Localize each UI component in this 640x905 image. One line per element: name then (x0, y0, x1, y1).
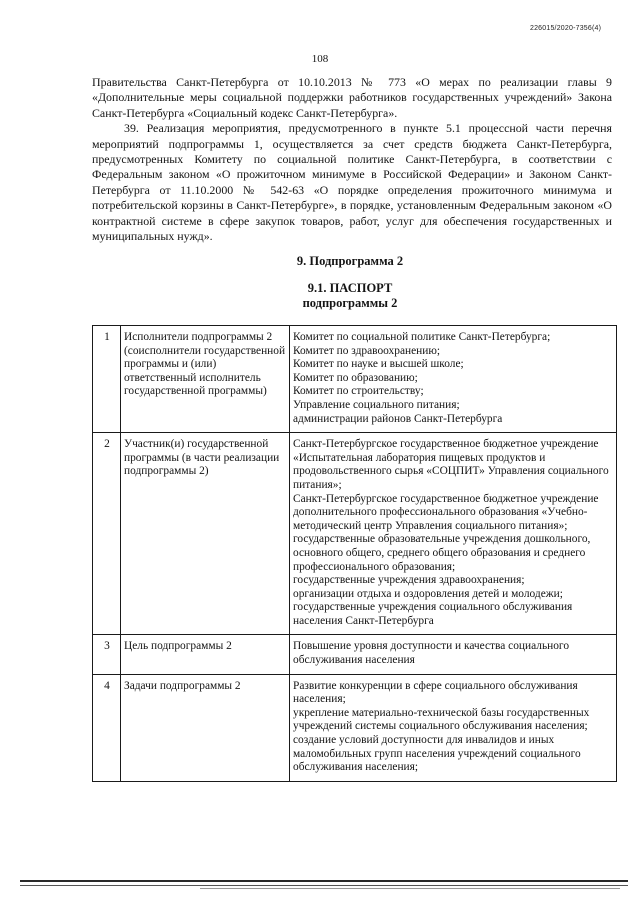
row-value (290, 674, 617, 781)
passport-heading: 9.1. ПАСПОРТ (307, 281, 393, 295)
table-row (93, 433, 617, 635)
row-number: 1 (93, 326, 121, 433)
footer-rule (20, 880, 628, 882)
row-value (290, 433, 617, 635)
paragraph-39: 39. Реализация мероприятия, предусмотренного в пункте 5.1 процессной части перечня мероприятий подпрограммы 1, осуществляется за счет средств бюджета Санкт-Петербурга, предусмотренных Комитету по социальной политике Санкт-Петербурга, в соответствии с Федеральным законом «О прожиточном минимуме в Российской Федерации» и Законом Санкт-Петербурга от 11.10.2000 № 542-63 «О порядке определения прожиточного минимума и потребительской корзины в Санкт-Петербурге», в порядке, установленным Федеральным законом «О контрактной системе в сфере закупок товаров, работ, услуг для обеспечения государственных и муниципальных нужд». (92, 121, 612, 244)
passport-subheading: подпрограммы 2 (302, 296, 398, 310)
row-number: 3 (93, 635, 121, 674)
row-number: 4 (93, 674, 121, 781)
body-text (92, 75, 612, 244)
row-label: Цель подпрограммы 2 (121, 635, 290, 674)
row-number: 2 (93, 433, 121, 635)
footer-rule (200, 888, 620, 889)
row-value (290, 635, 617, 674)
row-label: Исполнители подпрограммы 2 (соисполнители государственной программы и (или) ответственный исполнитель государственной программы) (121, 326, 290, 433)
row-label: Участник(и) государственной программы (в части реализации подпрограммы 2) (121, 433, 290, 635)
section-heading: 9. Подпрограмма 2 (296, 254, 404, 268)
paragraph-continuation: Правительства Санкт-Петербурга от 10.10.2013 № 773 «О мерах по реализации главы 9 «Дополнительные меры социальной поддержки работников государственных учреждений» Закона Санкт-Петербурга «Социальный кодекс Санкт-Петербурга». (92, 75, 612, 120)
row-value-text: Повышение уровня доступности и качества социального обслуживания населения (293, 640, 570, 667)
row-label: Задачи подпрограммы 2 (121, 674, 290, 781)
passport-heading-block (0, 281, 640, 311)
table-row (93, 674, 617, 781)
document-id: 226015/2020-7356(4) (530, 25, 602, 32)
table-row (93, 635, 617, 674)
table-row (93, 326, 617, 433)
row-value-text: Санкт-Петербургское государственное бюджетное учреждение «Испытательная лаборатория пищевых продуктов и продовольственного сырья «СОЦПИТ» Управления социального питания»; Санкт-Петербургское государственное бюджетное учреждение дополнительного профессионального образования «Учебно-методический центр Управления социального питания»; государственные образовательные учреждения дошкольного, основного общего, среднего общего образования и среднего профессионального образования; государственные учреждения здравоохранения; организации отдыха и оздоровления детей и молодежи; государственные учреждения социального обслуживания населения Санкт-Петербурга (293, 438, 609, 627)
footer-rule (20, 885, 628, 886)
row-value (290, 326, 617, 433)
row-value-text: Развитие конкуренции в сфере социального обслуживания населения; укрепление материально-технической базы государственных учреждений системы социального обслуживания населения; создание условий доступности для инвалидов и иных маломобильных групп населения учреждений социального обслуживания населения; (293, 679, 590, 774)
passport-table (92, 325, 617, 782)
row-value-text: Комитет по социальной политике Санкт-Петербурга; Комитет по здравоохранению; Комитет по науке и высшей школе; Комитет по образованию; Комитет по строительству; Управление социального питания; администрации районов Санкт-Петербурга (293, 331, 551, 425)
page-number: 108 (311, 53, 329, 65)
